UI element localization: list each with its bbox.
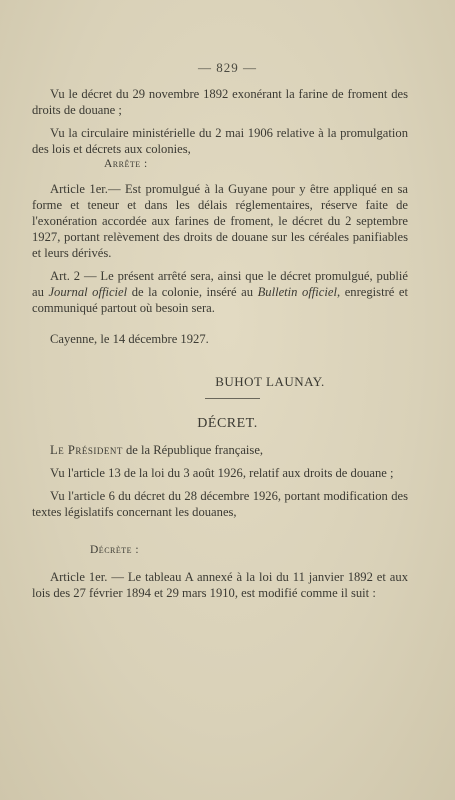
vu-decret-1892: Vu le décret du 29 novembre 1892 exonérant la farine de froment des droits de douane ;: [32, 87, 408, 117]
signature: BUHOT LAUNAY.: [215, 374, 325, 389]
arrete-heading: [104, 158, 148, 170]
decret-preamble: [32, 442, 408, 527]
separator-rule: [205, 398, 260, 399]
preamble-block: [32, 86, 408, 164]
journal-officiel-italic: Journal officiel: [48, 285, 128, 299]
president-line: [32, 442, 408, 458]
arrete-article-2: [32, 268, 408, 316]
president-rest: de la République française,: [122, 443, 264, 457]
president-caps: Le Président: [50, 443, 123, 457]
bulletin-officiel-italic: Bulletin officiel: [257, 285, 337, 299]
arrete-article-1: Article 1er.— Est promulgué à la Guyane pour y être appliqué en sa forme et teneur et dans les délais réglementaires, réserve faite de l'exonération accordée aux farines de froment, le décret du 2 septembre 1927, portant relèvement des droits de douane sur les céréales panifiables et leurs dérivés.: [32, 182, 408, 260]
decret-article-1: Article 1er. — Le tableau A annexé à la loi du 11 janvier 1892 et aux lois des 27 février 1894 et 29 mars 1910, est modifié comme il suit :: [32, 570, 408, 600]
page-number: — 829 —: [198, 60, 257, 75]
arrete-heading-text: Arrête :: [104, 158, 148, 170]
decrete-heading: [90, 544, 139, 556]
arrete-articles: [32, 181, 408, 323]
decret-articles: [32, 569, 408, 608]
place-date-block: [32, 331, 408, 354]
vu-circulaire-1906: Vu la circulaire ministérielle du 2 mai 1906 relative à la promulgation des lois et décrets aux colonies,: [32, 126, 408, 156]
decret-title: DÉCRET.: [197, 416, 258, 431]
decrete-heading-text: Décrète :: [90, 544, 140, 556]
art2-text-c: , enregistré et communiqué partout où besoin sera.: [32, 285, 408, 315]
art2-text-a: Art. 2 — Le présent arrêté sera, ainsi que le décret promulgué, publié au: [32, 269, 408, 299]
art2-text-b: de la colonie, inséré au: [127, 285, 258, 299]
vu-decret-1926: Vu l'article 6 du décret du 28 décembre 1926, portant modification des textes législatifs concernant les douanes,: [32, 489, 408, 519]
vu-loi-1926: Vu l'article 13 de la loi du 3 août 1926, relatif aux droits de douane ;: [50, 466, 394, 480]
place-date: Cayenne, le 14 décembre 1927.: [50, 332, 209, 346]
